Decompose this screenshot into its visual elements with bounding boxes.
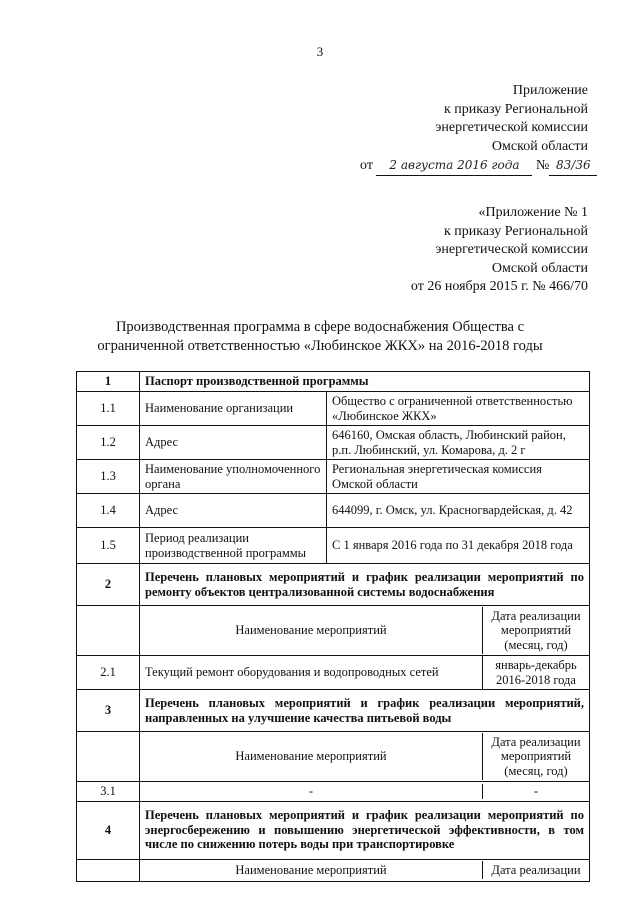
number-label: № — [535, 158, 550, 173]
column-header-inner — [140, 733, 589, 781]
section-number: 1 — [77, 372, 140, 392]
prior-appendix-header — [360, 204, 588, 297]
row-number: 1.5 — [77, 528, 140, 564]
appendix-line: энергетической комиссии — [435, 120, 588, 135]
section-title: Паспорт производственной программы — [140, 372, 590, 392]
section-header-row — [77, 372, 590, 392]
row-label: Адрес — [140, 494, 327, 528]
row-label: Наименование организации — [140, 392, 327, 426]
handwritten-date: 2 августа 2016 года — [376, 156, 532, 176]
column-header-name: Наименование мероприятий — [140, 861, 483, 880]
row-value: 646160, Омская область, Любинский район, р.п. Любинский, ул. Комарова, д. 2 г — [327, 426, 590, 460]
prior-appendix-line: энергетической комиссии — [435, 242, 588, 257]
appendix-line: Омской области — [491, 138, 588, 154]
section-title: Перечень плановых мероприятий и график реализации мероприятий, направленных на улучшение качества питьевой воды — [140, 690, 590, 732]
column-header-inner — [140, 861, 589, 880]
section-number: 2 — [77, 564, 140, 606]
row-inner — [140, 784, 589, 799]
activity-date: январь-декабрь 2016-2018 года — [495, 658, 577, 687]
row-number: 1.3 — [77, 460, 140, 494]
appendix-date-line — [360, 156, 591, 176]
column-header-name: Наименование мероприятий — [140, 733, 483, 781]
activity-name: - — [140, 784, 483, 799]
activity-name: Текущий ремонт оборудования и водопроводных сетей — [140, 656, 483, 689]
table-row — [77, 528, 590, 564]
row-value: С 1 января 2016 года по 31 декабря 2018 года — [327, 528, 590, 564]
table-row — [77, 494, 590, 528]
handwritten-number: 83/36 — [549, 156, 597, 176]
column-header-row — [77, 859, 590, 881]
column-header-date: Дата реализации — [491, 862, 581, 877]
row-number: 2.1 — [77, 656, 140, 690]
column-header-date: Дата реализации мероприятий (месяц, год) — [491, 734, 581, 778]
section-header-row — [77, 801, 590, 859]
column-header-name: Наименование мероприятий — [140, 607, 483, 655]
table-row — [77, 392, 590, 426]
section-title: Перечень плановых мероприятий и график реализации мероприятий по ремонту объектов централизованной системы водоснабжения — [140, 564, 590, 606]
section-title: Перечень плановых мероприятий и график реализации мероприятий по энергосбережению и повышению энергетической эффективности, в том числе по снижению потерь воды при транспортировке — [140, 801, 590, 859]
table-row — [77, 656, 590, 690]
row-value: Общество с ограниченной ответственностью «Любинское ЖКХ» — [327, 392, 590, 426]
row-value: Региональная энергетическая комиссия Омской области — [327, 460, 590, 494]
appendix-title: Приложение — [512, 83, 588, 98]
section-header-row — [77, 564, 590, 606]
prior-appendix-line: Омской области — [491, 260, 588, 276]
column-header-row — [77, 732, 590, 782]
row-label: Наименование уполномоченного органа — [140, 460, 327, 494]
appendix-header — [360, 82, 591, 176]
row-inner — [140, 656, 589, 689]
column-header-inner — [140, 607, 589, 655]
row-label: Период реализации производственной программы — [140, 528, 327, 564]
table-row — [77, 782, 590, 802]
column-header-date: Дата реализации мероприятий (месяц, год) — [491, 608, 581, 652]
prior-appendix-date: от 26 ноября 2015 г. № 466/70 — [410, 279, 588, 294]
section-header-row — [77, 690, 590, 732]
row-label: Адрес — [140, 426, 327, 460]
table-row — [77, 426, 590, 460]
prior-appendix-title: «Приложение № 1 — [478, 205, 588, 220]
row-number: 1.2 — [77, 426, 140, 460]
row-number: 1.4 — [77, 494, 140, 528]
row-number: 1.1 — [77, 392, 140, 426]
column-header-row — [77, 606, 590, 656]
title-line: ограниченной ответственностью «Любинское ЖКХ» на 2016-2018 годы — [97, 338, 543, 354]
from-label: от — [360, 158, 373, 173]
activity-date: - — [533, 784, 539, 798]
appendix-line: к приказу Региональной — [443, 101, 588, 117]
program-table — [76, 371, 590, 882]
row-value: 644099, г. Омск, ул. Красногвардейская, д. 42 — [327, 494, 590, 528]
section-number: 3 — [77, 690, 140, 732]
table-row — [77, 460, 590, 494]
row-number: 3.1 — [77, 782, 140, 802]
page-number: 3 — [316, 44, 324, 59]
prior-appendix-line: к приказу Региональной — [443, 223, 588, 239]
title-line: Производственная программа в сфере водоснабжения Общества с — [115, 319, 525, 335]
document-title — [70, 318, 570, 356]
section-number: 4 — [77, 801, 140, 859]
